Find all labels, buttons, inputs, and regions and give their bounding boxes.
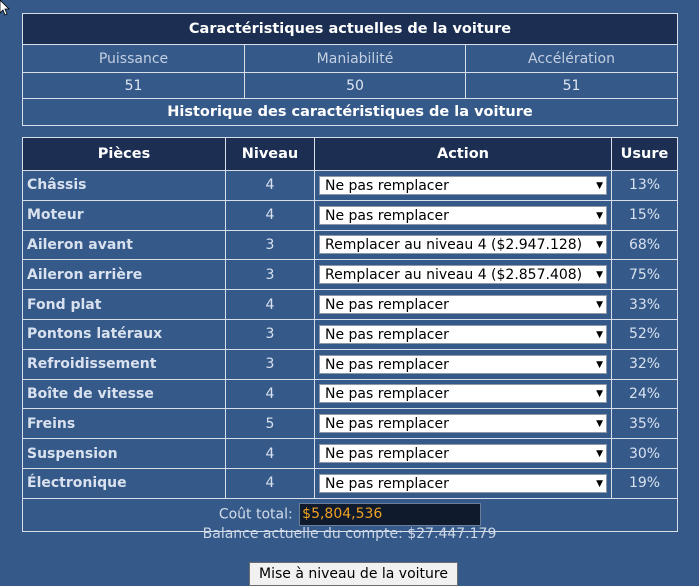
- col-header-level: Niveau: [226, 138, 315, 171]
- part-wear: 19%: [612, 468, 678, 498]
- table-row: [23, 200, 678, 230]
- part-level: 3: [226, 260, 315, 290]
- dropdown-arrow-icon: ▼: [596, 478, 603, 489]
- table-row: [23, 379, 678, 409]
- part-action-value: Ne pas remplacer: [325, 446, 449, 463]
- part-action-value: Ne pas remplacer: [325, 416, 449, 433]
- dropdown-arrow-icon: ▼: [596, 240, 603, 251]
- part-name: Suspension: [23, 439, 226, 469]
- part-level: 4: [226, 290, 315, 320]
- total-cost-label: Coût total:: [218, 506, 293, 523]
- part-action-select[interactable]: [319, 235, 607, 254]
- part-action-select[interactable]: [319, 355, 607, 374]
- part-action-cell: [315, 379, 612, 409]
- part-action-value: Ne pas remplacer: [325, 207, 449, 224]
- part-name: Fond plat: [23, 290, 226, 320]
- part-action-select[interactable]: [319, 384, 607, 403]
- dropdown-arrow-icon: ▼: [596, 419, 603, 430]
- part-action-value: Ne pas remplacer: [325, 326, 449, 343]
- dropdown-arrow-icon: ▼: [596, 210, 603, 221]
- table-row: [23, 319, 678, 349]
- part-name: Pontons latéraux: [23, 319, 226, 349]
- col-header-wear: Usure: [612, 138, 678, 171]
- part-level: 5: [226, 409, 315, 439]
- table-row: [23, 290, 678, 320]
- part-name: Boîte de vitesse: [23, 379, 226, 409]
- value-power: 51: [23, 73, 245, 99]
- table-row: [23, 349, 678, 379]
- value-handling: 50: [245, 73, 466, 99]
- dropdown-arrow-icon: ▼: [596, 389, 603, 400]
- part-action-cell: [315, 468, 612, 498]
- part-action-value: Remplacer au niveau 4 ($2.947.128): [325, 237, 583, 254]
- part-level: 4: [226, 468, 315, 498]
- part-wear: 35%: [612, 409, 678, 439]
- table-row: [23, 409, 678, 439]
- part-action-value: Remplacer au niveau 4 ($2.857.408): [325, 267, 583, 284]
- value-acceleration: 51: [466, 73, 678, 99]
- part-action-cell: [315, 349, 612, 379]
- part-action-select[interactable]: [319, 295, 607, 314]
- dropdown-arrow-icon: ▼: [596, 329, 603, 340]
- part-action-value: Ne pas remplacer: [325, 177, 449, 194]
- dropdown-arrow-icon: ▼: [596, 359, 603, 370]
- dropdown-arrow-icon: ▼: [596, 449, 603, 460]
- part-action-cell: [315, 409, 612, 439]
- part-wear: 15%: [612, 200, 678, 230]
- account-balance: Balance actuelle du compte: $27.447.179: [202, 526, 497, 542]
- part-action-cell: [315, 290, 612, 320]
- part-name: Électronique: [23, 468, 226, 498]
- part-name: Freins: [23, 409, 226, 439]
- part-name: Aileron arrière: [23, 260, 226, 290]
- part-action-cell: [315, 171, 612, 201]
- table-row: [23, 439, 678, 469]
- table-row: [23, 230, 678, 260]
- part-wear: 33%: [612, 290, 678, 320]
- part-wear: 24%: [612, 379, 678, 409]
- part-wear: 52%: [612, 319, 678, 349]
- header-power: Puissance: [23, 45, 245, 73]
- current-characteristics-title: Caractéristiques actuelles de la voiture: [23, 14, 678, 45]
- parts-table: [22, 137, 678, 532]
- part-level: 4: [226, 200, 315, 230]
- part-action-cell: [315, 200, 612, 230]
- current-characteristics-table: [22, 13, 678, 126]
- part-name: Aileron avant: [23, 230, 226, 260]
- part-wear: 30%: [612, 439, 678, 469]
- part-level: 4: [226, 171, 315, 201]
- total-cost-field: $5,804,536: [299, 503, 481, 526]
- part-action-select[interactable]: [319, 444, 607, 463]
- part-name: Refroidissement: [23, 349, 226, 379]
- part-action-cell: [315, 260, 612, 290]
- part-wear: 75%: [612, 260, 678, 290]
- part-wear: 13%: [612, 171, 678, 201]
- part-action-select[interactable]: [319, 325, 607, 344]
- part-level: 3: [226, 230, 315, 260]
- part-name: Moteur: [23, 200, 226, 230]
- part-name: Châssis: [23, 171, 226, 201]
- part-level: 4: [226, 379, 315, 409]
- part-action-value: Ne pas remplacer: [325, 356, 449, 373]
- header-acceleration: Accélération: [466, 45, 678, 73]
- table-row: [23, 171, 678, 201]
- part-level: 4: [226, 439, 315, 469]
- part-action-value: Ne pas remplacer: [325, 386, 449, 403]
- part-level: 3: [226, 319, 315, 349]
- dropdown-arrow-icon: ▼: [596, 180, 603, 191]
- part-action-cell: [315, 230, 612, 260]
- dropdown-arrow-icon: ▼: [596, 300, 603, 311]
- upgrade-car-button[interactable]: Mise à niveau de la voiture: [249, 562, 458, 586]
- col-header-action: Action: [315, 138, 612, 171]
- part-action-select[interactable]: [319, 265, 607, 284]
- part-action-select[interactable]: [319, 176, 607, 195]
- part-wear: 68%: [612, 230, 678, 260]
- table-row: [23, 468, 678, 498]
- part-action-value: Ne pas remplacer: [325, 475, 449, 492]
- col-header-piece: Pièces: [23, 138, 226, 171]
- part-action-value: Ne pas remplacer: [325, 297, 449, 314]
- part-action-select[interactable]: [319, 206, 607, 225]
- dropdown-arrow-icon: ▼: [596, 270, 603, 281]
- history-link[interactable]: Historique des caractéristiques de la voiture: [23, 99, 678, 126]
- header-handling: Maniabilité: [245, 45, 466, 73]
- part-action-cell: [315, 439, 612, 469]
- part-action-select[interactable]: [319, 414, 607, 433]
- part-action-cell: [315, 319, 612, 349]
- table-row: [23, 260, 678, 290]
- mouse-pointer-icon: [0, 0, 10, 16]
- part-level: 3: [226, 349, 315, 379]
- part-action-select[interactable]: [319, 474, 607, 493]
- part-wear: 32%: [612, 349, 678, 379]
